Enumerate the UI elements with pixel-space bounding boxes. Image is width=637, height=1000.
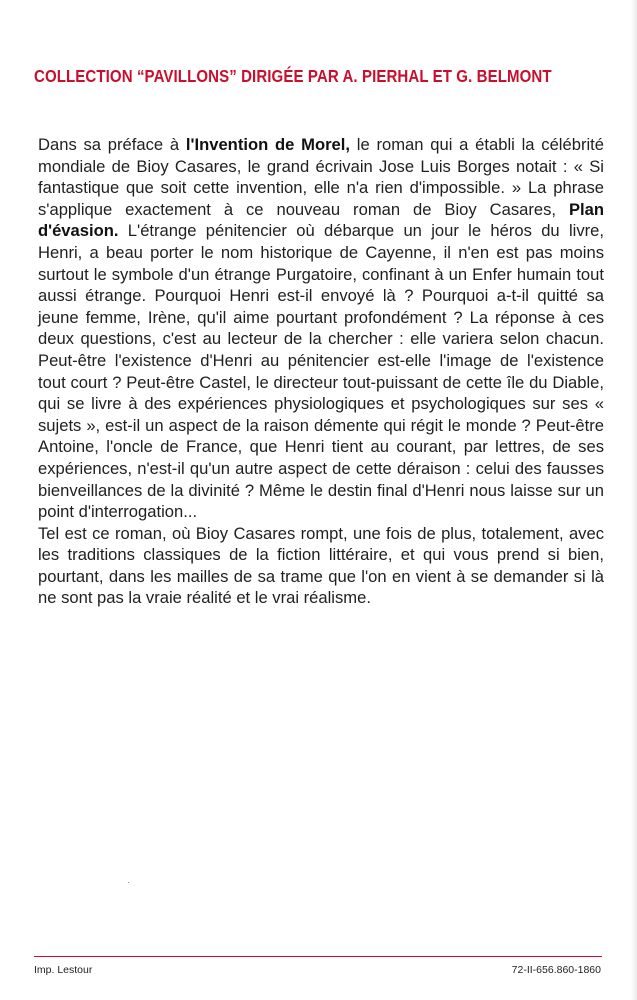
blurb-text	[38, 134, 604, 609]
print-speck	[128, 882, 129, 883]
page-edge-shadow	[631, 0, 637, 1000]
footer-rule	[34, 956, 602, 957]
title-plan-d-evasion: Plan d'évasion.	[38, 199, 604, 241]
p1-text-1: Dans sa préface à	[38, 135, 186, 154]
p1-text-3: L'étrange pénitencier où débarque un jour le héros du livre, Henri, a beau porter le nom historique de Cayenne, il n'en est pas moins surtout le symbole d'un étrange Purgatoire, confinant à un Enfer humain tout aussi étrange. Pourquoi Henri est-il envoyé là ? Pourquoi a-t-il quitté sa jeune femme, Irène, qu'il aime pourtant profondément ? La réponse à ces deux questions, c'est au lecteur de la chercher : elle variera selon chacun. Peut-être l'existence d'Henri au pénitencier est-elle l'image de l'existence tout court ? Peut-être Castel, le directeur tout-puissant de cette île du Diable, qui se livre à des expériences physiologiques et psychologiques sur ses « sujets », est-il un aspect de la raison démente qui régit le monde ? Peut-être Antoine, l'oncle de France, que Henri tient au courant, par lettres, de ses expériences, n'est-il qu'un autre aspect de cette déraison : celui des fausses bienveillances de la divinité ? Même le destin final d'Henri nous laisse sur un point d'interrogation...	[38, 221, 604, 522]
catalog-code: 72-II-656.860-1860	[511, 964, 601, 976]
title-invention-de-morel: l'Invention de Morel,	[185, 135, 350, 154]
printer-name: Imp. Lestour	[34, 964, 93, 976]
p1-text-2: le roman qui a établi la célébrité mondiale de Bioy Casares, le grand écrivain Jose Luis Borges notait : « Si fantastique que soit cette invention, elle n'a rien d'impossible. » La phrase s'applique exactement à ce nouveau roman de Bioy Casares,	[38, 135, 605, 219]
paragraph-2: Tel est ce roman, où Bioy Casares rompt, une fois de plus, totalement, avec les traditions classiques de la fiction littéraire, et qui vous prend si bien, pourtant, dans les mailles de sa trame que l'on en vient à se demander si là ne sont pas la vraie réalité et le vrai réalisme.	[38, 523, 604, 608]
collection-header: COLLECTION “PAVILLONS” DIRIGÉE PAR A. PIERHAL ET G. BELMONT	[34, 66, 552, 86]
paragraph-1	[38, 134, 604, 523]
